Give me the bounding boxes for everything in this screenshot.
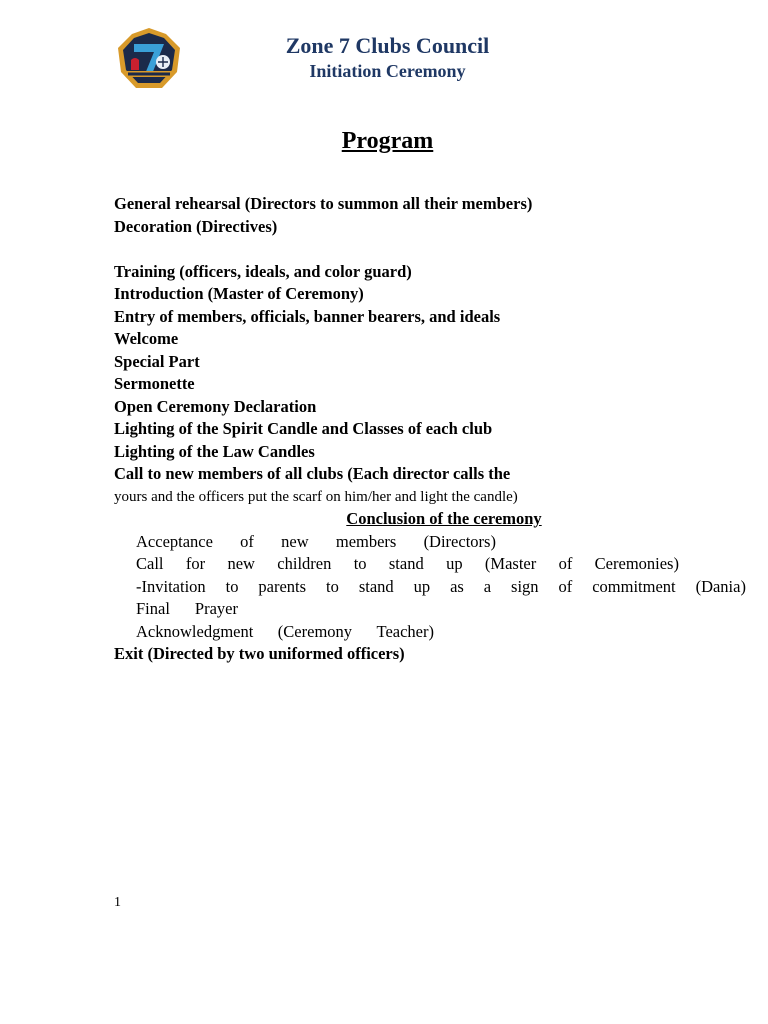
word: children bbox=[277, 554, 332, 573]
organization-name: Zone 7 Clubs Council bbox=[285, 33, 490, 58]
word: Acceptance bbox=[136, 531, 213, 551]
program-item: Special Part bbox=[114, 351, 200, 371]
program-list bbox=[114, 193, 754, 666]
program-item: General rehearsal (Directors to summon all their members) bbox=[114, 194, 533, 213]
word: new bbox=[281, 531, 309, 551]
page-number: 1 bbox=[114, 895, 121, 910]
word: Final bbox=[136, 599, 170, 618]
word: parents bbox=[258, 576, 307, 596]
word: as bbox=[450, 576, 464, 596]
word: Call bbox=[136, 554, 164, 573]
program-item: Lighting of the Spirit Candle and Classes of each club bbox=[114, 419, 493, 438]
program-heading: Program bbox=[341, 128, 434, 154]
word: to bbox=[353, 554, 367, 573]
word: of bbox=[558, 576, 573, 596]
word: of bbox=[558, 554, 573, 573]
word: sign bbox=[511, 576, 539, 596]
conclusion-item bbox=[114, 598, 238, 621]
program-item: Sermonette bbox=[114, 374, 195, 393]
word: to bbox=[225, 576, 239, 596]
conclusion-heading: Conclusion of the ceremony bbox=[346, 509, 542, 528]
program-item-continuation: yours and the officers put the scarf on him/her and light the candle) bbox=[114, 488, 518, 505]
word: (Directors) bbox=[423, 531, 496, 551]
program-item: Introduction (Master of Ceremony) bbox=[114, 284, 364, 303]
conclusion-item bbox=[114, 576, 746, 599]
word: up bbox=[446, 554, 463, 573]
word: new bbox=[227, 554, 255, 573]
conclusion-item bbox=[114, 621, 434, 644]
conclusion-item bbox=[114, 553, 679, 576]
word: (Ceremony bbox=[277, 621, 353, 641]
word: Acknowledgment bbox=[136, 621, 254, 641]
event-name: Initiation Ceremony bbox=[309, 61, 466, 81]
program-item: Welcome bbox=[114, 329, 179, 348]
program-item: Entry of members, officials, banner bearers, and ideals bbox=[114, 306, 501, 326]
word: stand bbox=[358, 576, 394, 596]
conclusion-item bbox=[114, 531, 496, 554]
word: to bbox=[326, 576, 339, 596]
program-item: Training (officers, ideals, and color guard) bbox=[114, 261, 412, 281]
club-emblem-icon bbox=[114, 26, 184, 92]
word: commitment bbox=[592, 576, 676, 596]
word: of bbox=[240, 531, 254, 551]
program-item: Call to new members of all clubs (Each director calls the bbox=[114, 464, 511, 483]
word: stand bbox=[388, 554, 424, 573]
word: Ceremonies) bbox=[594, 554, 679, 573]
word: (Dania) bbox=[695, 576, 746, 596]
word: members bbox=[335, 531, 397, 551]
word: for bbox=[185, 554, 206, 573]
spacer bbox=[114, 238, 754, 261]
word: a bbox=[483, 576, 492, 596]
word: Teacher) bbox=[376, 621, 434, 641]
program-item-exit: Exit (Directed by two uniformed officers) bbox=[114, 644, 405, 663]
program-item: Lighting of the Law Candles bbox=[114, 441, 315, 461]
word: up bbox=[413, 576, 431, 596]
word: (Master bbox=[484, 554, 537, 573]
word: Prayer bbox=[194, 599, 238, 618]
program-item: Decoration (Directives) bbox=[114, 216, 278, 236]
word: -Invitation bbox=[136, 576, 206, 596]
program-item: Open Ceremony Declaration bbox=[114, 396, 317, 416]
